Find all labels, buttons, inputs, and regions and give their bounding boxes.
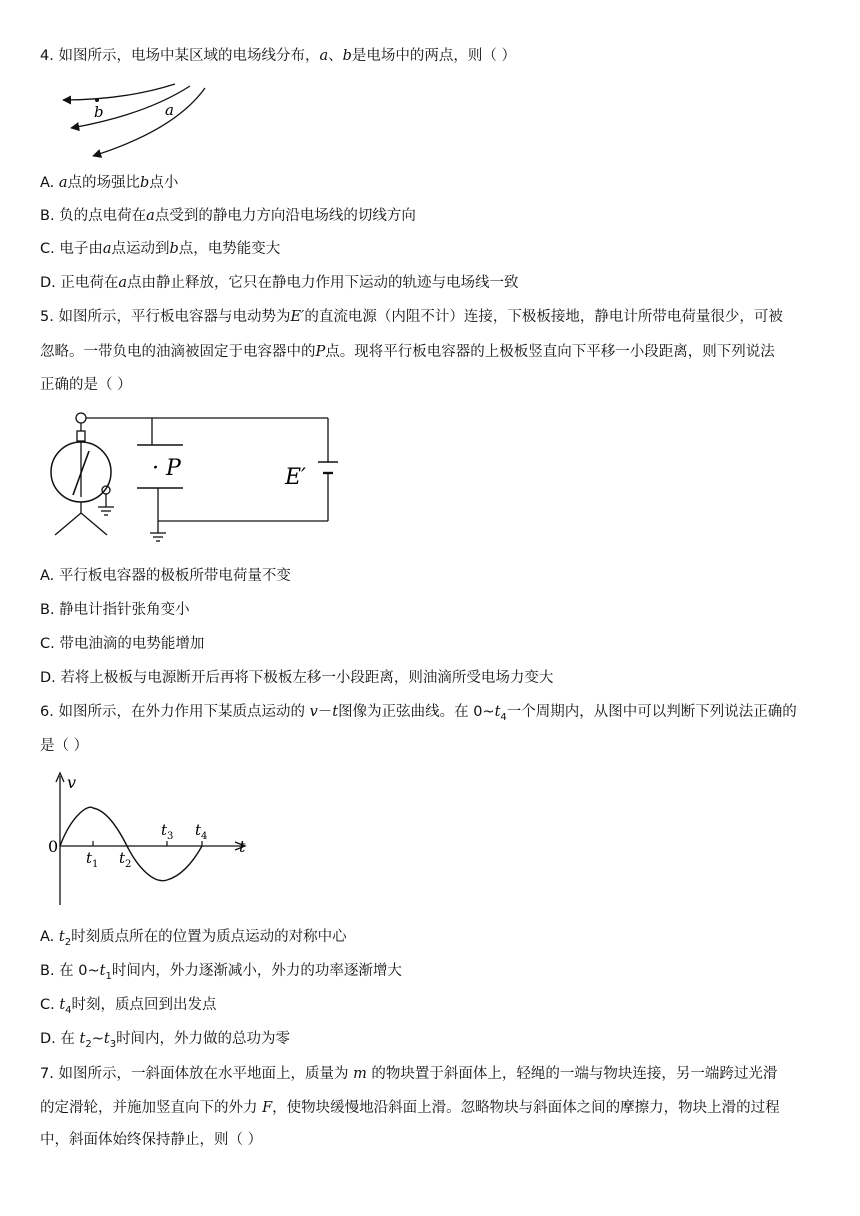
q6-label-v: v xyxy=(67,773,77,792)
q4-label-b: b xyxy=(94,103,104,121)
q4-label-a: a xyxy=(165,101,174,119)
q6-label-t4: $t_4$ xyxy=(195,821,208,842)
q5-option-c: C. 带电油滴的电势能增加 xyxy=(40,636,205,652)
q4-electric-field-figure xyxy=(55,80,215,165)
q4-stem: 4. 如图所示，电场中某区域的电场线分布，a、b是电场中的两点，则（ ） xyxy=(40,48,517,64)
q6-stem-line1: 6. 如图所示，在外力作用下某质点运动的 v－t图像为正弦曲线。在 $0\sim t_4$一个周期内，从图中可以判断下列说法正确的 xyxy=(40,704,797,723)
q6-option-c: C. $t_4$时刻，质点回到出发点 xyxy=(40,997,217,1016)
q6-vt-graph-figure xyxy=(45,770,255,910)
q5-capacitor-circuit-figure xyxy=(40,405,340,550)
q4-option-a: A. a点的场强比b点小 xyxy=(40,175,179,191)
q6-stem-line2: 是（ ） xyxy=(40,738,89,754)
q5-stem-line2: 忽略。一带负电的油滴被固定于电容器中的P点。现将平行板电容器的上极板竖直向下平移一小段距离，则下列说法 xyxy=(40,344,775,360)
q4-option-c: C. 电子由a点运动到b点，电势能变大 xyxy=(40,241,281,257)
q5-label-e: E′ xyxy=(285,465,307,490)
q5-stem-line3: 正确的是（ ） xyxy=(40,377,132,393)
q7-stem-line1: 7. 如图所示，一斜面体放在水平地面上，质量为 m 的物块置于斜面体上，轻绳的一端与物块连接，另一端跨过光滑 xyxy=(40,1066,778,1082)
q5-stem-line1: 5. 如图所示，平行板电容器与电动势为E′的直流电源（内阻不计）连接，下极板接地，静电计所带电荷量很少，可被 xyxy=(40,309,783,325)
q6-label-t1: $t_1$ xyxy=(86,849,99,870)
q6-label-t2: $t_2$ xyxy=(119,849,132,870)
q5-option-b: B. 静电计指针张角变小 xyxy=(40,602,190,618)
q4-option-d: D. 正电荷在a点由静止释放，它只在静电力作用下运动的轨迹与电场线一致 xyxy=(40,275,519,291)
q6-label-t3: $t_3$ xyxy=(161,821,174,842)
q6-option-d: D. 在 $t_2\sim t_3$时间内，外力做的总功为零 xyxy=(40,1031,291,1050)
q6-label-t: t xyxy=(239,837,246,856)
q5-label-p: · P xyxy=(152,456,181,481)
q6-option-a: A. $t_2$时刻质点所在的位置为质点运动的对称中心 xyxy=(40,929,347,948)
q6-label-0: 0 xyxy=(48,837,59,856)
q4-option-b: B. 负的点电荷在a点受到的静电力方向沿电场线的切线方向 xyxy=(40,208,416,224)
q7-stem-line2: 的定滑轮，并施加竖直向下的外力 F，使物块缓慢地沿斜面上滑。忽略物块与斜面体之间的摩擦力，物块上滑的过程 xyxy=(40,1100,780,1116)
q7-stem-line3: 中，斜面体始终保持静止，则（ ） xyxy=(40,1132,263,1148)
q5-option-a: A. 平行板电容器的极板所带电荷量不变 xyxy=(40,568,291,584)
q6-option-b: B. 在 $0\sim t_1$时间内，外力逐渐减小，外力的功率逐渐增大 xyxy=(40,963,402,982)
q5-option-d: D. 若将上极板与电源断开后再将下极板左移一小段距离，则油滴所受电场力变大 xyxy=(40,670,554,686)
